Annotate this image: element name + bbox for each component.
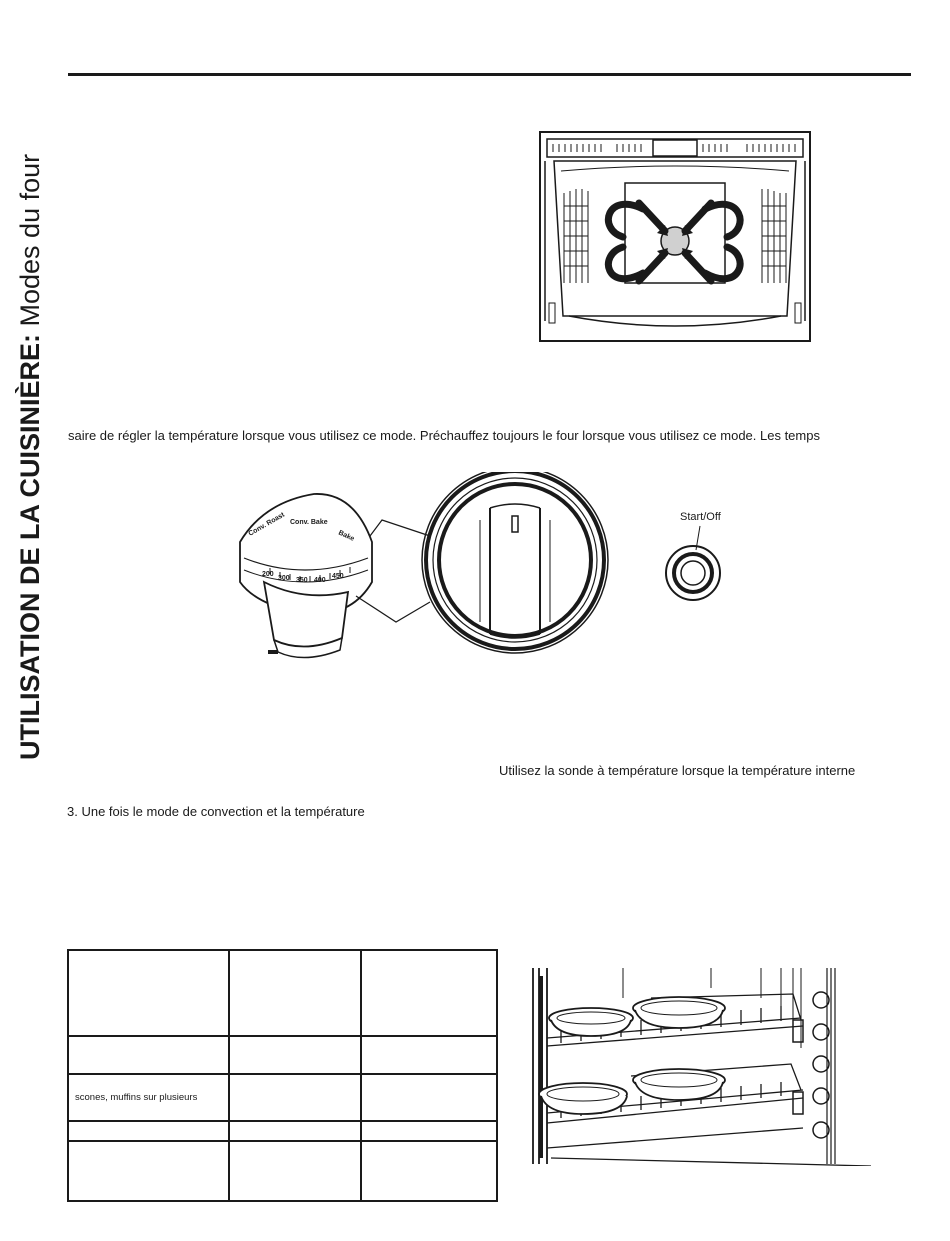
table-row (68, 1121, 497, 1141)
table-row (68, 950, 497, 1036)
start-off-label: Start/Off (680, 511, 721, 523)
oven-racks-illustration (531, 968, 873, 1166)
knob-temp-300: 300 (278, 575, 290, 582)
table-cell (229, 1036, 361, 1074)
knob-temp-450: 450 (332, 573, 344, 580)
table-row (68, 1036, 497, 1074)
side-title-light: Modes du four (15, 153, 45, 334)
knob-label-bake: Bake (337, 529, 356, 543)
side-title-bold: UTILISATION DE LA CUISINIÈRE: (15, 333, 45, 760)
paragraph-line: saire de régler la température lorsque vous utilisez ce mode. Préchauffez toujours le four lorsque vous utilisez ce mode. Les temps (68, 428, 820, 443)
table-cell (229, 950, 361, 1036)
table-cell (361, 1036, 497, 1074)
cooking-table (67, 949, 498, 1202)
table-cell (361, 1121, 497, 1141)
table-cell (68, 1036, 229, 1074)
table-cell (68, 950, 229, 1036)
paragraph-line: Utilisez la sonde à température lorsque la température interne (499, 763, 856, 778)
paragraph-line: 3. Une fois le mode de convection et la température (67, 804, 365, 819)
table-cell (229, 1121, 361, 1141)
section-side-title (14, 154, 46, 760)
table-cell: scones, muffins sur plusieurs (68, 1074, 229, 1121)
table-cell (68, 1121, 229, 1141)
table-row (68, 1141, 497, 1201)
knob-label-conv-bake: Conv. Bake (290, 519, 328, 526)
table-row (68, 1074, 497, 1121)
table-cell (361, 950, 497, 1036)
table-cell (361, 1141, 497, 1201)
oven-convection-illustration (539, 131, 811, 342)
knob-label-conv-roast: Conv. Roast (247, 511, 286, 538)
start-off-button[interactable] (660, 520, 726, 604)
table-cell (229, 1141, 361, 1201)
knob-temp-200: 200 (262, 571, 274, 578)
top-rule (68, 73, 911, 76)
table-cell (229, 1074, 361, 1121)
knob-temp-400: 400 (314, 577, 326, 584)
oven-knob-illustration (234, 472, 614, 672)
knob-temp-350: 350 (296, 577, 308, 584)
table-cell (68, 1141, 229, 1201)
table-cell (361, 1074, 497, 1121)
